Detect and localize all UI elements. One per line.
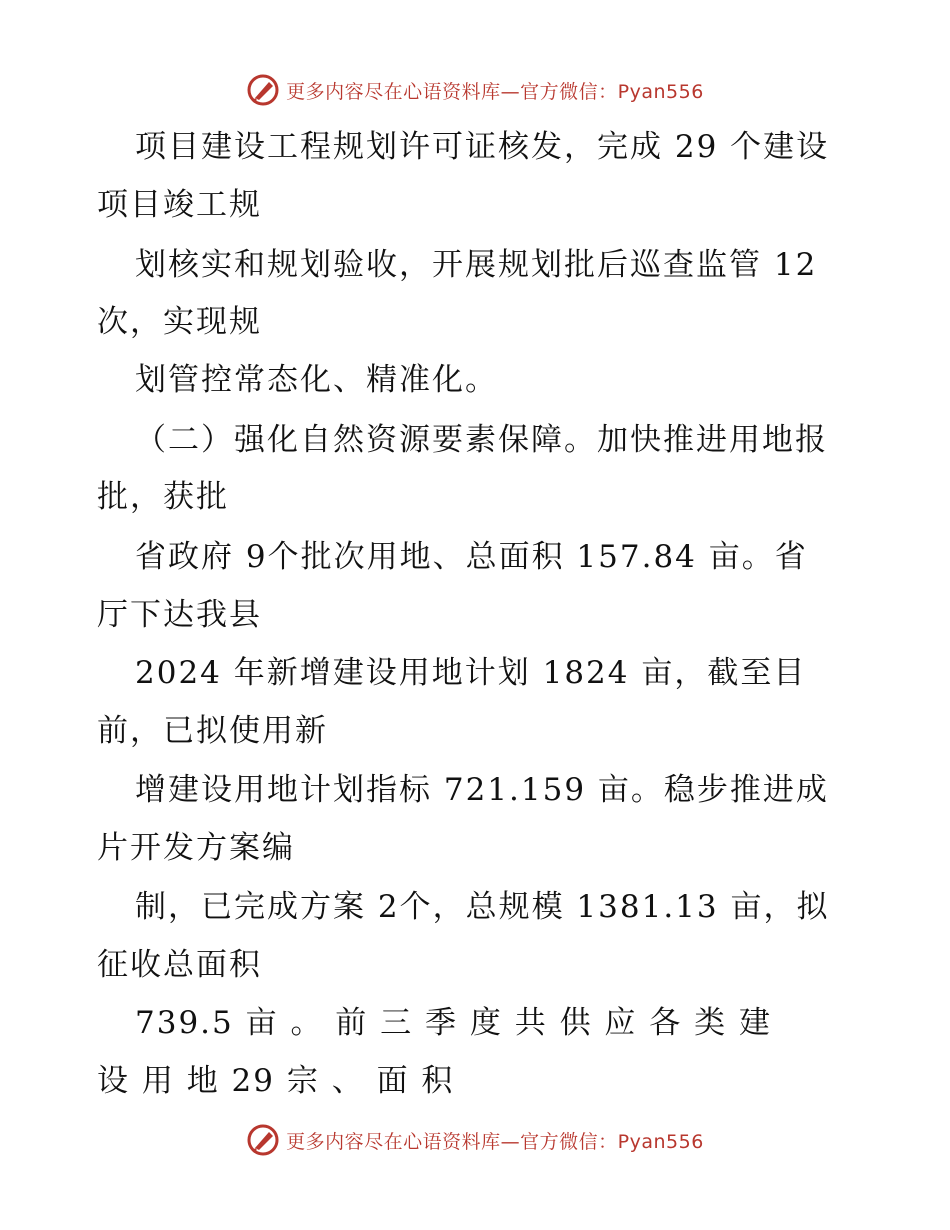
header-watermark [0,70,950,110]
text-line: 次，实现规 [97,304,262,340]
text-line: 项目竣工规 [97,187,262,223]
text-line: 划管控常态化、精准化。 [135,362,498,398]
text-line: 征收总面积 [97,947,262,983]
text-line: 省政府 9个批次用地、总面积 157.84 亩。省 [135,539,808,575]
pen-logo-icon [246,73,280,107]
text-line: 设 用 地 29 宗 、 面 积 [97,1063,455,1099]
text-line: （二）强化自然资源要素保障。加快推进用地报 [135,422,828,458]
text-line: 前，已拟使用新 [97,713,328,749]
text-line: 项目建设工程规划许可证核发，完成 29 个建设 [135,129,830,165]
text-line: 739.5 亩 。 前 三 季 度 共 供 应 各 类 建 [135,1005,772,1041]
text-line: 增建设用地计划指标 721.159 亩。稳步推进成 [135,772,829,808]
text-line: 制，已完成方案 2个，总规模 1381.13 亩，拟 [135,889,830,925]
footer-watermark [0,1120,950,1160]
text-line: 片开发方案编 [97,830,295,866]
pen-logo-icon [246,1123,280,1157]
text-line: 2024 年新增建设用地计划 1824 亩，截至目 [135,655,807,691]
text-line: 厅下达我县 [97,597,262,633]
text-line: 批，获批 [97,479,229,515]
watermark-text: 更多内容尽在心语资料库—官方微信：Pyan556 [286,80,704,103]
text-line: 划核实和规划验收，开展规划批后巡查监管 12 [135,247,818,283]
watermark-text: 更多内容尽在心语资料库—官方微信：Pyan556 [286,1130,704,1153]
